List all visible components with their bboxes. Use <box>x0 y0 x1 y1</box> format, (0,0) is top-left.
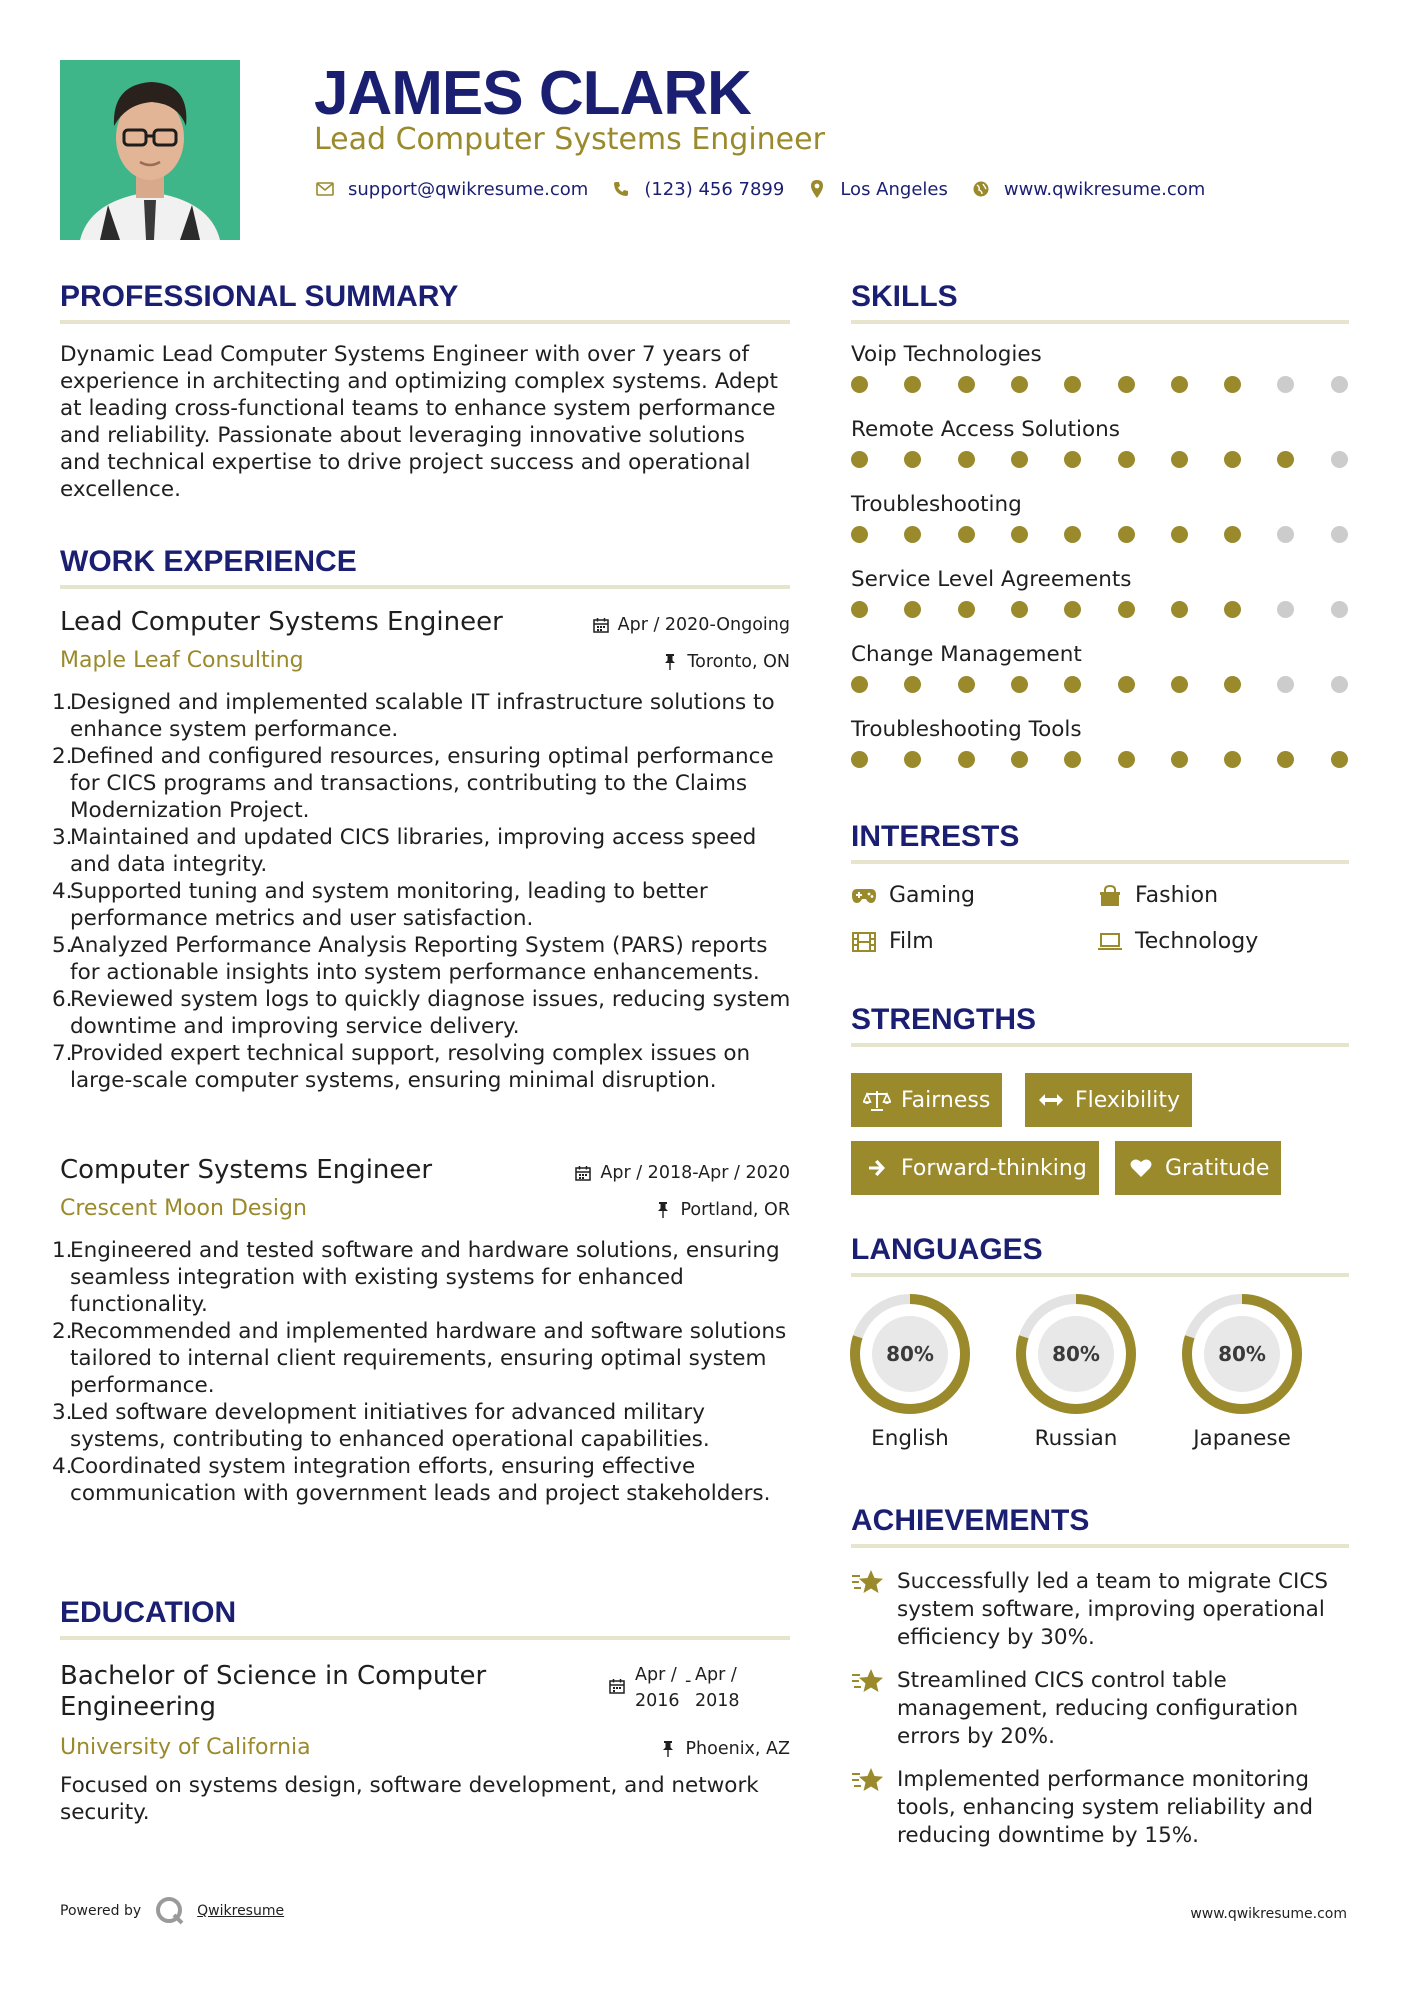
language-name: Russian <box>1034 1426 1118 1451</box>
skill-dot-filled <box>904 751 921 768</box>
skill-dot-filled <box>851 526 868 543</box>
skill-dot-filled <box>1118 751 1135 768</box>
skill-dot-filled <box>1224 451 1241 468</box>
interest-item-fashion <box>1097 883 1218 908</box>
skill-item <box>851 642 1349 700</box>
person-avatar-icon <box>60 60 240 240</box>
skill-dot-filled <box>1011 376 1028 393</box>
language-ring <box>1180 1292 1304 1416</box>
strength-tag-forward-thinking <box>851 1141 1099 1195</box>
experience-heading: WORK EXPERIENCE <box>60 545 357 578</box>
contact-website-text: www.qwikresume.com <box>1003 178 1206 200</box>
list-item: 6. Reviewed system logs to quickly diagnose issues, reducing system downtime and improving service delivery. <box>52 987 791 1039</box>
skill-name: Troubleshooting <box>851 492 1022 517</box>
pushpin-icon <box>661 653 679 671</box>
school-name: University of California <box>60 1735 311 1760</box>
list-item: 7. Provided expert technical support, resolving complex issues on large-scale computer systems, ensuring minimal disruption. <box>52 1041 751 1093</box>
skill-dot-empty <box>1277 526 1294 543</box>
job-bullets <box>52 1237 796 1507</box>
globe-icon <box>970 178 992 200</box>
interest-label: Technology <box>1135 929 1259 954</box>
contact-location <box>806 178 948 200</box>
arrow-right-icon <box>863 1156 891 1180</box>
pushpin-icon <box>654 1201 672 1219</box>
skill-dot-empty <box>1331 376 1348 393</box>
education-description: Focused on systems design, software development, and network security. <box>60 1773 759 1825</box>
strength-label: Flexibility <box>1075 1087 1180 1113</box>
school-location-text: Phoenix, AZ <box>685 1739 790 1759</box>
list-item: 3. Maintained and updated CICS libraries, improving access speed and data integrity. <box>52 825 757 877</box>
strength-label: Fairness <box>901 1087 991 1113</box>
summary-text: Dynamic Lead Computer Systems Engineer with over 7 years of experience in architecting and optimizing complex systems. Adept at leading cross-functional teams to enhance system performance and reliability. Passionate about leveraging innovative solutions and technical expertise to drive project success and operational excellence. <box>60 342 778 502</box>
interest-label: Gaming <box>889 883 975 908</box>
list-item: 4. Supported tuning and system monitoring, leading to better performance metrics and user satisfaction. <box>52 879 708 931</box>
contact-email-text: support@qwikresume.com <box>348 178 589 200</box>
balance-scale-icon <box>863 1088 891 1112</box>
candidate-name: JAMES CLARK <box>314 59 751 128</box>
skill-dot-filled <box>1011 526 1028 543</box>
strength-label: Forward-thinking <box>901 1155 1087 1181</box>
job-location <box>520 652 790 672</box>
achievement-text: Implemented performance monitoring tools, enhancing system reliability and reducing downtime by 15%. <box>897 1767 1314 1848</box>
skill-dot-filled <box>851 601 868 618</box>
job-date <box>520 1163 790 1183</box>
skill-name: Troubleshooting Tools <box>851 717 1082 742</box>
skill-dot-filled <box>1064 526 1081 543</box>
job-location-text: Toronto, ON <box>687 652 790 672</box>
contact-bar <box>314 178 1227 200</box>
achievements-heading: ACHIEVEMENTS <box>851 1504 1090 1537</box>
skill-item <box>851 567 1349 625</box>
skill-dot-empty <box>1277 676 1294 693</box>
language-item-russian <box>1014 1292 1138 1451</box>
language-item-english <box>848 1292 972 1451</box>
skill-dot-filled <box>851 676 868 693</box>
map-pin-icon <box>806 178 828 200</box>
job-company: Crescent Moon Design <box>60 1196 307 1221</box>
skill-rating-dots <box>851 376 1349 400</box>
qwikresume-logo-icon <box>155 1896 185 1926</box>
summary-divider <box>60 320 790 324</box>
language-percent: 80% <box>1218 1342 1266 1366</box>
skill-dot-filled <box>1118 676 1135 693</box>
skill-dot-filled <box>1224 526 1241 543</box>
star-ribbon-icon <box>851 1766 887 1796</box>
skill-dot-filled <box>1118 376 1135 393</box>
strengths-heading: STRENGTHS <box>851 1003 1037 1036</box>
interests-heading: INTERESTS <box>851 820 1020 853</box>
laptop-icon <box>1097 930 1123 954</box>
contact-phone-text: (123) 456 7899 <box>644 178 785 200</box>
skill-dot-filled <box>851 451 868 468</box>
pushpin-icon <box>659 1740 677 1758</box>
shopping-bag-icon <box>1097 884 1123 908</box>
language-ring <box>848 1292 972 1416</box>
achievement-text: Successfully led a team to migrate CICS system software, improving operational efficiency by 30%. <box>897 1569 1329 1650</box>
skill-item <box>851 717 1349 775</box>
skill-item <box>851 342 1349 400</box>
envelope-icon <box>314 178 336 200</box>
language-item-japanese <box>1180 1292 1304 1451</box>
arrows-horizontal-icon <box>1037 1088 1065 1112</box>
skill-dot-filled <box>1171 751 1188 768</box>
skill-rating-dots <box>851 526 1349 550</box>
strength-tag-gratitude <box>1115 1141 1281 1195</box>
powered-by-label: Powered by <box>60 1903 142 1919</box>
calendar-icon <box>592 616 610 634</box>
degree-title: Bachelor of Science in Computer Engineering <box>60 1661 487 1722</box>
interest-label: Fashion <box>1135 883 1219 908</box>
skill-name: Service Level Agreements <box>851 567 1132 592</box>
skill-name: Change Management <box>851 642 1082 667</box>
skill-rating-dots <box>851 676 1349 700</box>
contact-email[interactable] <box>314 178 588 200</box>
skill-dot-filled <box>1011 451 1028 468</box>
job-bullets <box>52 689 796 1094</box>
language-percent: 80% <box>886 1342 934 1366</box>
skills-heading: SKILLS <box>851 280 958 313</box>
skill-dot-filled <box>958 451 975 468</box>
interest-item-gaming <box>851 883 975 908</box>
skill-dot-filled <box>958 376 975 393</box>
skill-dot-filled <box>1224 601 1241 618</box>
language-percent: 80% <box>1052 1342 1100 1366</box>
skill-dot-filled <box>904 526 921 543</box>
skills-divider <box>851 320 1349 324</box>
job-title: Lead Computer Systems Engineer <box>60 607 503 637</box>
skill-dot-filled <box>1064 601 1081 618</box>
skill-dot-filled <box>958 676 975 693</box>
skill-dot-filled <box>1064 751 1081 768</box>
skill-dot-filled <box>1224 751 1241 768</box>
skill-dot-empty <box>1331 526 1348 543</box>
experience-divider <box>60 585 790 589</box>
list-item: 1. Engineered and tested software and hardware solutions, ensuring seamless integration with existing systems for enhanced functionality. <box>52 1238 780 1317</box>
job-location <box>520 1200 790 1220</box>
heart-icon <box>1127 1156 1155 1180</box>
skill-dot-filled <box>1171 376 1188 393</box>
achievement-item <box>851 1667 1351 1751</box>
skill-dot-filled <box>1118 526 1135 543</box>
skill-dot-filled <box>1064 451 1081 468</box>
skill-dot-empty <box>1331 676 1348 693</box>
languages-heading: LANGUAGES <box>851 1233 1043 1266</box>
skill-dot-filled <box>1277 451 1294 468</box>
list-item: 5. Analyzed Performance Analysis Reporting System (PARS) reports for actionable insights into system performance enhancements. <box>52 933 768 985</box>
contact-phone[interactable] <box>610 178 784 200</box>
skill-dot-filled <box>1224 376 1241 393</box>
language-name: Japanese <box>1193 1426 1291 1451</box>
interest-label: Film <box>889 929 934 954</box>
skill-dot-empty <box>1331 601 1348 618</box>
skill-dot-filled <box>1118 601 1135 618</box>
education-date: Apr / 2016 - Apr / 2018 <box>609 1662 745 1714</box>
skill-dot-empty <box>1277 601 1294 618</box>
skill-dot-filled <box>958 751 975 768</box>
skill-dot-filled <box>851 376 868 393</box>
job-date-text: Apr / 2018-Apr / 2020 <box>600 1163 790 1183</box>
skill-dot-filled <box>1064 676 1081 693</box>
calendar-icon <box>574 1164 592 1182</box>
achievement-text: Streamlined CICS control table management, reducing configuration errors by 20%. <box>897 1668 1299 1749</box>
job-location-text: Portland, OR <box>680 1200 790 1220</box>
star-ribbon-icon <box>851 1667 887 1697</box>
skill-dot-filled <box>1331 751 1348 768</box>
skill-item <box>851 417 1349 475</box>
skill-dot-filled <box>1171 526 1188 543</box>
list-item: 2. Recommended and implemented hardware and software solutions tailored to internal client requirements, ensuring optimal system performance. <box>52 1319 787 1398</box>
skill-dot-filled <box>904 676 921 693</box>
contact-location-text: Los Angeles <box>840 178 948 200</box>
job-date <box>520 615 790 635</box>
list-item: 3. Led software development initiatives for advanced military systems, contributing to enhanced operational capabilities. <box>52 1400 710 1452</box>
education-heading: EDUCATION <box>60 1596 237 1629</box>
skill-rating-dots <box>851 601 1349 625</box>
phone-icon <box>610 178 632 200</box>
profile-photo <box>60 60 240 240</box>
interest-item-film <box>851 929 934 954</box>
skill-item <box>851 492 1349 550</box>
school-location <box>520 1739 790 1759</box>
skill-dot-filled <box>1011 751 1028 768</box>
language-name: English <box>871 1426 949 1451</box>
skill-dot-filled <box>1171 451 1188 468</box>
achievements-divider <box>851 1544 1349 1548</box>
skill-dot-filled <box>1171 601 1188 618</box>
skill-dot-filled <box>904 451 921 468</box>
summary-heading: PROFESSIONAL SUMMARY <box>60 280 459 313</box>
strength-tag-flexibility <box>1025 1073 1192 1127</box>
skill-dot-empty <box>1331 451 1348 468</box>
skill-dot-filled <box>904 376 921 393</box>
job-title: Computer Systems Engineer <box>60 1155 433 1185</box>
skill-dot-filled <box>1277 751 1294 768</box>
language-ring <box>1014 1292 1138 1416</box>
skill-dot-filled <box>1064 376 1081 393</box>
interest-item-technology <box>1097 929 1258 954</box>
languages-divider <box>851 1273 1349 1277</box>
skill-dot-filled <box>904 601 921 618</box>
calendar-icon <box>609 1662 627 1714</box>
skill-dot-filled <box>1011 601 1028 618</box>
skill-name: Voip Technologies <box>851 342 1042 367</box>
strength-tag-fairness <box>851 1073 1002 1127</box>
skill-dot-filled <box>958 601 975 618</box>
strengths-divider <box>851 1043 1349 1047</box>
skill-dot-filled <box>1171 676 1188 693</box>
skill-dot-filled <box>1011 676 1028 693</box>
star-ribbon-icon <box>851 1568 887 1598</box>
achievement-item <box>851 1568 1351 1652</box>
skill-dot-filled <box>1224 676 1241 693</box>
footer-website[interactable]: www.qwikresume.com <box>1190 1906 1347 1922</box>
education-divider <box>60 1636 790 1640</box>
interests-divider <box>851 860 1349 864</box>
skill-rating-dots <box>851 751 1349 775</box>
skill-name: Remote Access Solutions <box>851 417 1121 442</box>
job-date-text: Apr / 2020-Ongoing <box>617 615 790 635</box>
list-item: 4. Coordinated system integration efforts, ensuring effective communication with government leads and project stakeholders. <box>52 1454 771 1506</box>
skill-dot-filled <box>851 751 868 768</box>
skill-dot-empty <box>1277 376 1294 393</box>
list-item: 2. Defined and configured resources, ensuring optimal performance for CICS programs and transactions, contributing to the Claims Modernization Project. <box>52 744 774 823</box>
film-icon <box>851 930 877 954</box>
list-item: 1. Designed and implemented scalable IT infrastructure solutions to enhance system performance. <box>52 690 775 742</box>
skill-rating-dots <box>851 451 1349 475</box>
strength-label: Gratitude <box>1165 1155 1270 1181</box>
skill-dot-filled <box>958 526 975 543</box>
job-company: Maple Leaf Consulting <box>60 648 304 673</box>
skill-dot-filled <box>1118 451 1135 468</box>
candidate-title: Lead Computer Systems Engineer <box>314 122 825 157</box>
achievement-item <box>851 1766 1351 1850</box>
footer-powered-by <box>60 1896 284 1926</box>
gamepad-icon <box>851 884 877 908</box>
contact-website[interactable] <box>970 178 1205 200</box>
qwikresume-link[interactable]: Qwikresume <box>197 1903 285 1919</box>
